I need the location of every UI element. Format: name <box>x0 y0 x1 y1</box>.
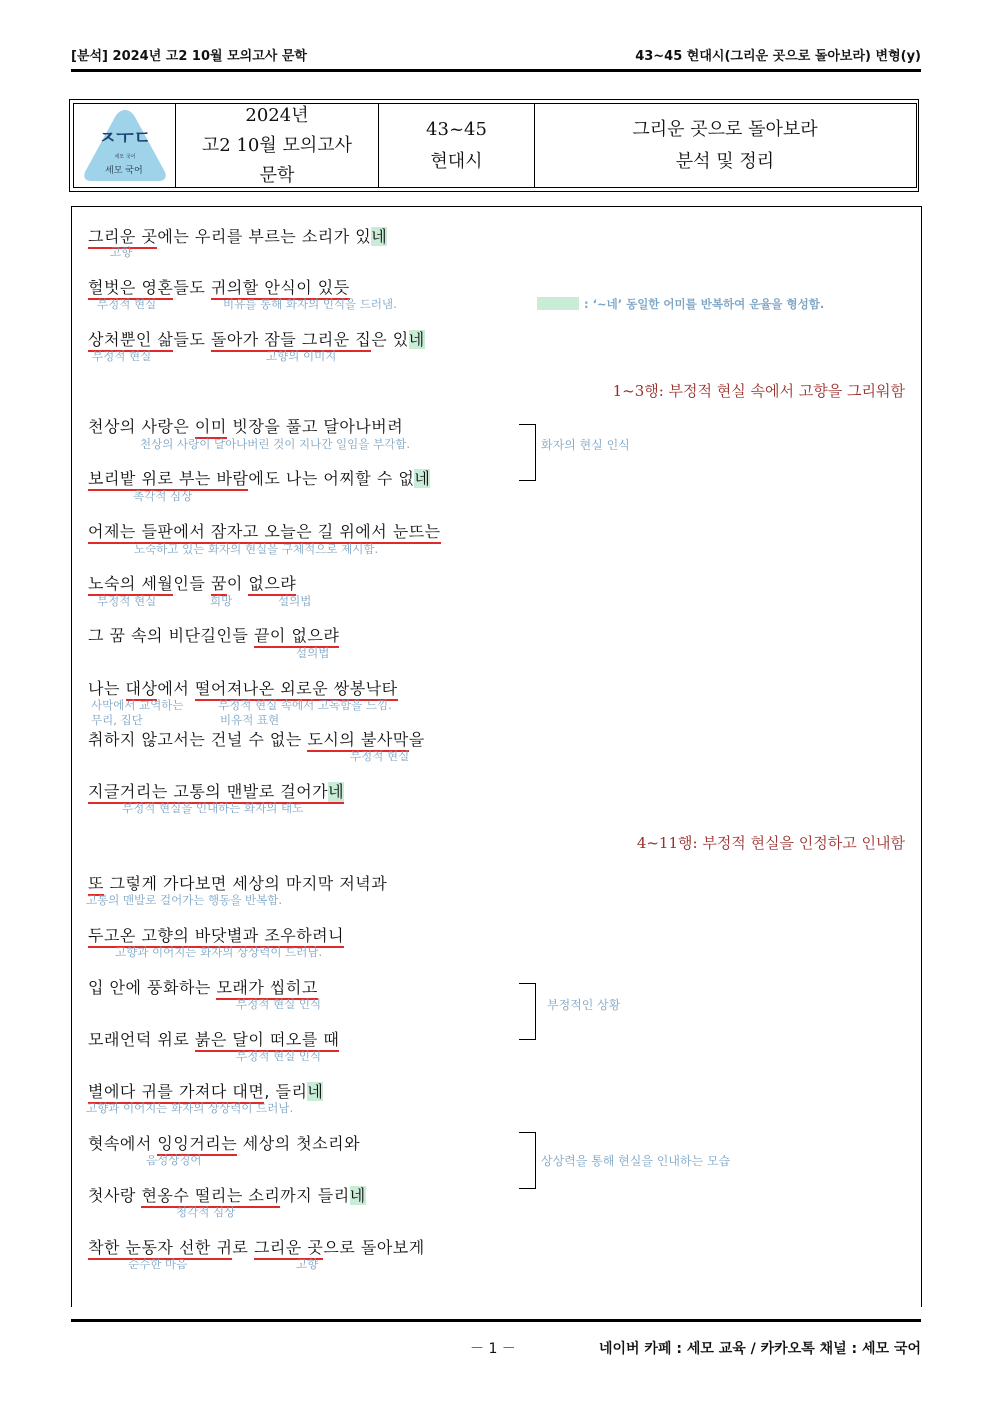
svg-text:세모 국어: 세모 국어 <box>114 154 136 160</box>
exam-year: 2024년 <box>245 105 309 126</box>
poem-line-9 <box>88 676 398 699</box>
poem-line-15 <box>88 1027 339 1050</box>
plain-text: 그렇게 가다보면 세상의 마지막 저녁과 <box>103 874 388 893</box>
plain-text: 인들 <box>173 574 211 593</box>
underlined-phrase: 꿈 <box>211 574 227 596</box>
underlined-phrase: 별에다 귀를 가져다 대면 <box>88 1082 264 1104</box>
note: 부정적 현실 속에서 고독함을 느낌. <box>218 698 392 712</box>
underlined-phrase: 끝이 없으랴 <box>254 626 339 648</box>
highlight-ending: 네 <box>349 1186 366 1205</box>
highlight-ending: 네 <box>414 469 431 488</box>
poem-line-19 <box>88 1235 425 1258</box>
note: 비유를 통해 화자의 인식을 드러냄. <box>223 297 397 311</box>
note: 고향의 이미지 <box>266 349 337 363</box>
underlined-phrase: 또 <box>88 874 104 896</box>
summary-2: 4~11행: 부정적 현실을 인정하고 인내함 <box>636 834 905 852</box>
bracket-1 <box>519 424 536 481</box>
logo <box>79 106 171 186</box>
plain-text: 에는 우리를 부르는 소리가 있 <box>157 227 372 246</box>
svg-text:ㅈㅜㄷ: ㅈㅜㄷ <box>98 128 152 149</box>
plain-text: 에서 <box>157 679 195 698</box>
poem-line-8 <box>88 623 339 646</box>
underlined-phrase: 모래가 씹히고 <box>216 978 317 1000</box>
plain-text: 취하지 않고서는 건널 수 없는 <box>88 730 308 749</box>
note: 고향 <box>296 1257 319 1271</box>
poem-line-4 <box>88 414 403 437</box>
underlined-phrase: 이미 <box>195 417 227 439</box>
highlight-ending: 네 <box>371 227 388 246</box>
underlined-phrase: 노숙의 세월 <box>88 574 173 596</box>
question-cell <box>379 116 534 176</box>
summary-1: 1~3행: 부정적 현실 속에서 고향을 그리워함 <box>612 382 905 400</box>
highlight-ending: 네 <box>408 330 425 349</box>
underlined-phrase: 지글거리는 고통의 맨발로 걸어가 <box>88 782 328 804</box>
plain-text: 은 있 <box>371 330 409 349</box>
note: 노숙하고 있는 화자의 현실을 구체적으로 제시함. <box>134 542 379 556</box>
note: 무리, 집단 <box>91 713 143 727</box>
poem-line-1 <box>88 224 387 247</box>
poem-title: 그리운 곳으로 돌아보라 <box>632 119 818 140</box>
plain-text: 들도 <box>173 330 211 349</box>
poem-line-5 <box>88 466 430 489</box>
highlight-ending: 네 <box>307 1082 324 1101</box>
page-number: － 1 － <box>470 1341 516 1357</box>
note: 부정적 현실 <box>92 349 152 363</box>
poem-line-13 <box>88 923 344 946</box>
plain-text: 세상의 첫소리와 <box>237 1134 361 1153</box>
plain-text: 로 <box>232 1238 254 1257</box>
side-note-2: 부정적인 상황 <box>547 998 621 1012</box>
note: 부정적 현실 인식 <box>236 997 322 1011</box>
underlined-phrase: 붉은 달이 떠오를 때 <box>195 1030 339 1052</box>
exam-subject: 문학 <box>259 165 295 186</box>
header-left: [분석] 2024년 고2 10월 모의고사 문학 <box>71 49 307 64</box>
underlined-phrase: 그리운 곳 <box>254 1238 323 1260</box>
underlined-phrase: 두고온 고향의 바닷별과 조우하려니 <box>88 926 344 948</box>
note: 고향과 이어지는 화자의 상상력이 드러남. <box>86 1101 294 1115</box>
poem-line-10 <box>88 727 425 750</box>
underlined-phrase: 그리운 곳 <box>88 227 157 249</box>
underlined-phrase: 떨어져나온 외로운 쌍봉낙타 <box>195 679 398 701</box>
poem-line-7 <box>88 571 296 594</box>
plain-text: 까지 들리 <box>280 1186 350 1205</box>
underlined-phrase: 없으랴 <box>248 574 296 596</box>
underlined-phrase: 돌아가 잠들 그리운 집 <box>211 330 371 352</box>
plain-text: 에도 나는 어찌할 수 없 <box>248 469 415 488</box>
plain-text: 나는 <box>88 679 126 698</box>
bracket-3 <box>519 1132 536 1189</box>
poem-subtitle: 분석 및 정리 <box>675 151 775 172</box>
note: 고향과 이어지는 화자의 상상력이 드러남. <box>115 945 323 959</box>
note: 설의법 <box>296 646 330 660</box>
side-note-1: 화자의 현실 인식 <box>541 438 630 452</box>
poem-line-17 <box>88 1131 360 1154</box>
poem-line-2 <box>88 275 350 298</box>
plain-text: 첫사랑 <box>88 1186 142 1205</box>
underlined-phrase: 어제는 들판에서 잠자고 오늘은 길 위에서 눈뜨는 <box>88 522 441 544</box>
poem-line-11 <box>88 779 344 802</box>
note: 고향 <box>110 245 133 259</box>
question-range: 43~45 <box>426 119 487 140</box>
note: 청각적 심상 <box>176 1205 236 1219</box>
note: 희망 <box>210 594 233 608</box>
bracket-2 <box>519 983 536 1040</box>
note: 비유적 표현 <box>220 713 280 727</box>
note: 음성상징어 <box>146 1153 202 1167</box>
note: 순수한 마음 <box>128 1257 188 1271</box>
legend-text: : ‘~네’ 동일한 어미를 반복하여 운율을 형성함. <box>584 297 825 311</box>
plain-text: 모래언덕 위로 <box>88 1030 195 1049</box>
plain-text: 천상의 사랑은 <box>88 417 195 436</box>
note: 촉각적 심상 <box>133 489 193 503</box>
underlined-phrase: 착한 눈동자 선한 귀 <box>88 1238 232 1260</box>
poem-line-12 <box>88 871 387 894</box>
underlined-phrase: 도시의 불사막 <box>307 730 408 752</box>
plain-text: , 들리 <box>264 1082 308 1101</box>
note: 부정적 현실 <box>97 594 157 608</box>
note: 부정적 현실 <box>350 749 410 763</box>
poem-line-16 <box>88 1079 323 1102</box>
logo-text: 세모 국어 <box>105 166 143 176</box>
side-note-3: 상상력을 통해 현실을 인내하는 모습 <box>541 1154 731 1168</box>
poem-line-3 <box>88 327 425 350</box>
underlined-phrase: 현옹수 떨리는 소리 <box>141 1186 280 1208</box>
plain-text: 을 <box>408 730 425 749</box>
exam-name: 고2 10월 모의고사 <box>201 135 353 156</box>
underlined-phrase: 보리밭 위로 부는 바람 <box>88 469 248 491</box>
plain-text: 입 안에 풍화하는 <box>88 978 217 997</box>
underlined-phrase: 잉잉거리는 <box>157 1134 237 1156</box>
underlined-phrase: 귀의할 안식이 있듯 <box>211 278 350 300</box>
highlight-ending: 네 <box>328 782 344 804</box>
plain-text: 이 <box>226 574 249 593</box>
poem-line-6 <box>88 519 441 542</box>
legend-swatch <box>537 297 579 310</box>
footer-rule <box>71 1319 921 1322</box>
poem-line-18 <box>88 1183 366 1206</box>
underlined-phrase: 대상 <box>126 679 158 701</box>
plain-text: 들도 <box>173 278 211 297</box>
plain-text: 으로 돌아보게 <box>323 1238 425 1257</box>
poem-line-14 <box>88 975 318 998</box>
note: 천상의 사랑이 달아나버린 것이 지나간 일임을 부각함. <box>140 437 410 451</box>
question-genre: 현대시 <box>430 151 483 172</box>
note: 고통의 맨발로 걸어가는 행동을 반복함. <box>86 893 283 907</box>
exam-cell <box>176 102 378 190</box>
note: 부정적 현실 <box>97 297 157 311</box>
plain-text: 빗장을 풀고 달아나버려 <box>226 417 404 436</box>
note: 부정적 현실을 인내하는 화자의 태도 <box>122 801 304 815</box>
note: 설의법 <box>278 594 312 608</box>
underlined-phrase: 상처뿐인 삶 <box>88 330 173 352</box>
plain-text: 그 꿈 속의 비단길인들 <box>88 626 254 645</box>
footer-text: 네이버 카페 : 세모 교육 / 카카오톡 채널 : 세모 국어 <box>598 1341 921 1357</box>
note: 부정적 현실 인식 <box>236 1049 322 1063</box>
header-rule <box>71 69 921 72</box>
underlined-phrase: 헐벗은 영혼 <box>88 278 173 300</box>
header-right: 43~45 현대시(그리운 곳으로 돌아보라) 변형(y) <box>635 49 921 64</box>
title-cell <box>535 116 915 176</box>
note: 사막에서 교역하는 <box>91 698 184 712</box>
plain-text: 혓속에서 <box>88 1134 158 1153</box>
